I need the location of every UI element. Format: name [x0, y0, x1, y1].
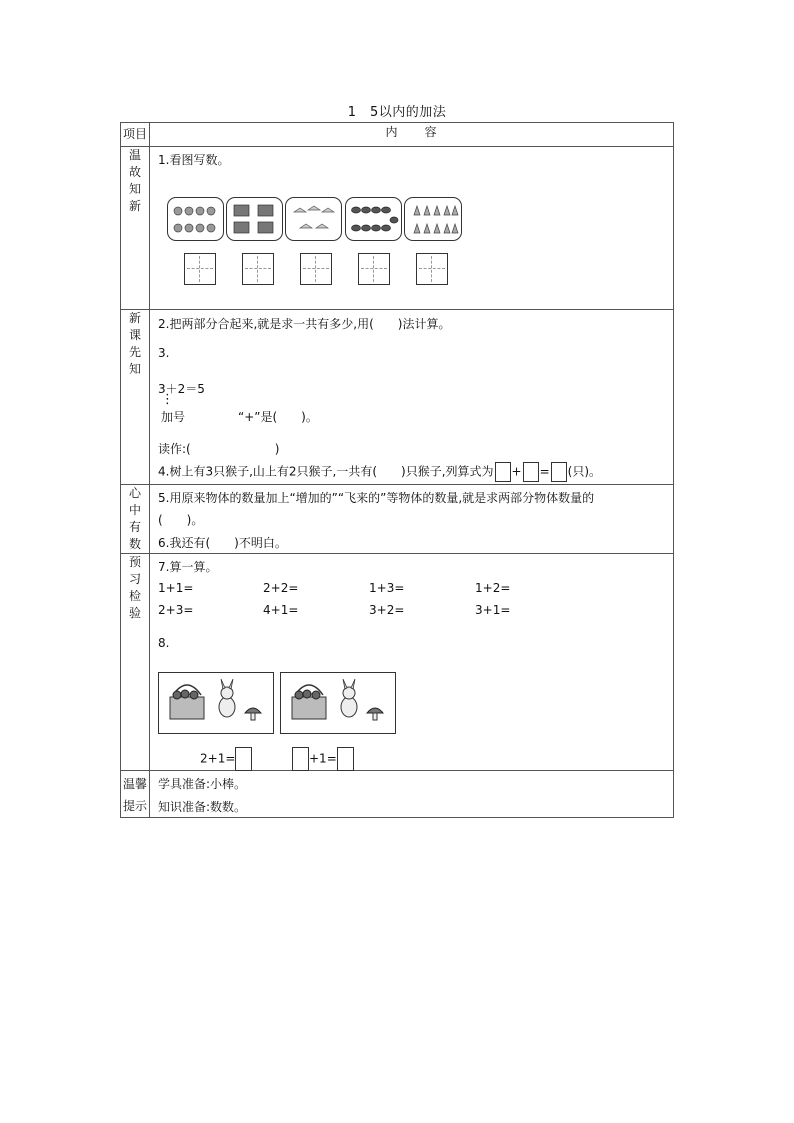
- section-tips: [121, 771, 674, 818]
- equation-1: 2+1=: [200, 747, 252, 771]
- section-label: 新课先知: [121, 310, 150, 485]
- section-summary: [121, 485, 674, 554]
- dots: ⋮: [161, 392, 174, 407]
- lesson-table: [120, 122, 674, 818]
- question-5-blank: ( )。: [158, 513, 204, 527]
- question-4: 4.树上有3只猴子,山上有2只猴子,一共有( )只猴子,列算式为 + = (只)。: [158, 462, 601, 482]
- header-row: [121, 123, 674, 147]
- answer-box[interactable]: [300, 253, 332, 285]
- basket-rabbit-scene: [280, 672, 396, 734]
- answer-box[interactable]: [242, 253, 274, 285]
- rabbit-picture: [404, 197, 462, 241]
- header-item: 项目: [121, 123, 150, 147]
- calc: 2+2=: [263, 581, 299, 595]
- answer-box[interactable]: [523, 462, 539, 482]
- answer-box[interactable]: [495, 462, 511, 482]
- calc: 3+2=: [369, 603, 405, 617]
- section-label: 温馨 提示: [121, 771, 150, 818]
- ladybug-picture: [345, 197, 402, 241]
- calc: 4+1=: [263, 603, 299, 617]
- question-6: 6.我还有( )不明白。: [158, 536, 287, 550]
- section-label: 温故知新: [121, 147, 150, 310]
- duck-picture: [226, 197, 283, 241]
- section-preview: [121, 310, 674, 485]
- answer-box[interactable]: [416, 253, 448, 285]
- equation: 3＋2＝5: [158, 382, 205, 396]
- question-7: 7.算一算。: [158, 560, 218, 574]
- question-8: 8.: [158, 636, 170, 650]
- answer-box[interactable]: [292, 747, 309, 771]
- read-as: 读作:( ): [158, 442, 280, 456]
- header-content: 内 容: [150, 123, 674, 147]
- calc: 1+2=: [475, 581, 511, 595]
- section-check: [121, 554, 674, 771]
- calc: 1+1=: [158, 581, 194, 595]
- tip-tools: 学具准备:小棒。: [158, 777, 247, 791]
- calc: 2+3=: [158, 603, 194, 617]
- calc: 3+1=: [475, 603, 511, 617]
- section-label: 预习检验: [121, 554, 150, 771]
- question-1: 1.看图写数。: [158, 153, 230, 167]
- tip-knowledge: 知识准备:数数。: [158, 800, 247, 814]
- question-3: 3.: [158, 346, 170, 360]
- section-label: 心中有数: [121, 485, 150, 554]
- answer-box[interactable]: [235, 747, 252, 771]
- bird-picture: [285, 197, 342, 241]
- section-review: [121, 147, 674, 310]
- answer-box[interactable]: [551, 462, 567, 482]
- answer-box[interactable]: [184, 253, 216, 285]
- calc: 1+3=: [369, 581, 405, 595]
- plus-note: “+”是( )。: [238, 410, 318, 424]
- plus-name: 加号: [161, 410, 186, 424]
- snail-picture: [167, 197, 224, 241]
- question-2: 2.把两部分合起来,就是求一共有多少,用( )法计算。: [158, 317, 451, 331]
- question-5: 5.用原来物体的数量加上“增加的”“飞来的”等物体的数量,就是求两部分物体数量的: [158, 491, 595, 505]
- answer-box[interactable]: [358, 253, 390, 285]
- page-title: 1 5以内的加法: [347, 105, 447, 120]
- equation-2: +1=: [292, 747, 354, 771]
- basket-rabbit-scene: [158, 672, 274, 734]
- answer-box[interactable]: [337, 747, 354, 771]
